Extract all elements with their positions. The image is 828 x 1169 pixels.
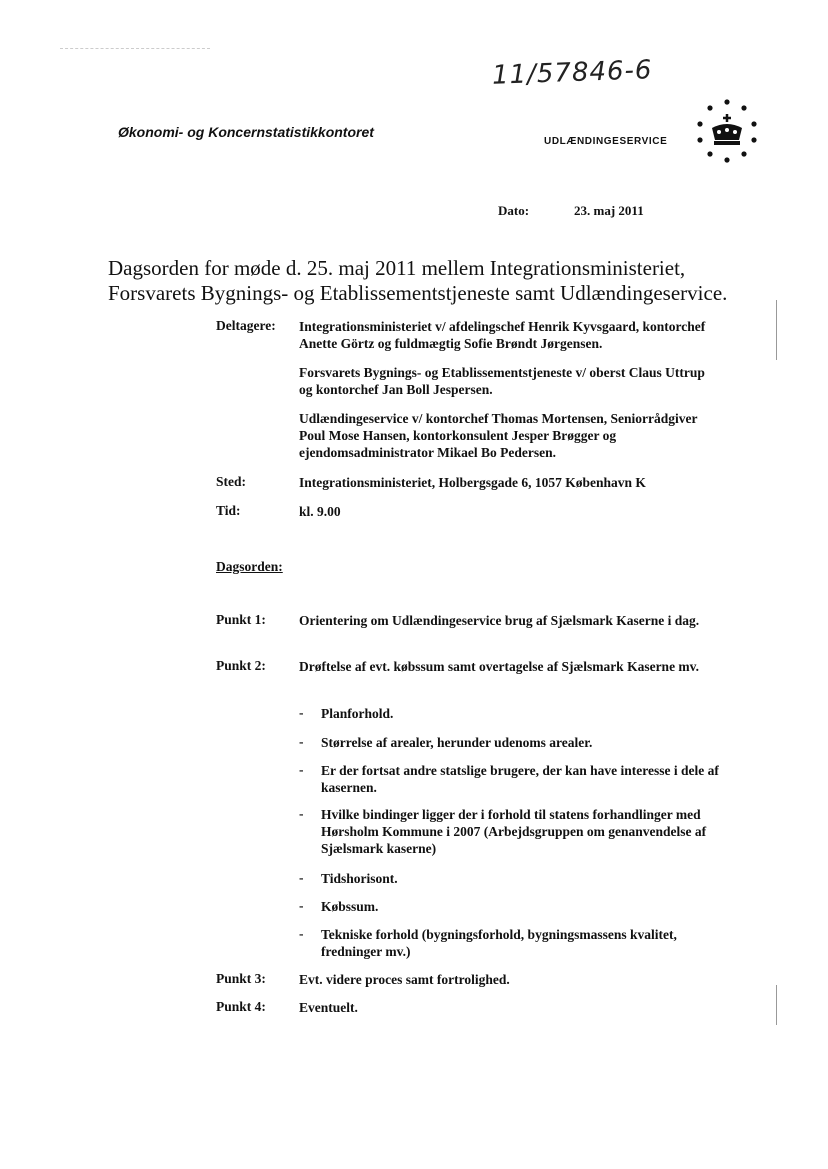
agenda-sub-item: Størrelse af arealer, herunder udenoms arealer. <box>321 735 593 750</box>
agency-name: UDLÆNDINGESERVICE <box>544 136 668 147</box>
scan-artifact <box>60 48 210 49</box>
agenda-sub-item: Købssum. <box>321 899 379 914</box>
department-name: Økonomi- og Koncernstatistikkontoret <box>118 124 374 140</box>
participants-label: Deltagere: <box>216 318 276 333</box>
agenda-item-text: Evt. videre proces samt fortrolighed. <box>299 972 510 987</box>
bullet-dash: - <box>299 898 304 913</box>
agenda-item-label: Punkt 2: <box>216 658 266 673</box>
bullet-dash: - <box>299 705 304 720</box>
bullet-dash: - <box>299 806 304 821</box>
agenda-item-label: Punkt 1: <box>216 612 266 627</box>
agenda-sub-item: Er der fortsat andre statslige brugere, der kan have interesse i dele af kasernen. <box>321 763 719 795</box>
crown-logo-icon <box>692 96 762 166</box>
participant-entry: Forsvarets Bygnings- og Etablissementstjeneste v/ oberst Claus Uttrup og kontorchef Jan Boll Jespersen. <box>299 365 705 397</box>
document-title: Dagsorden for møde d. 25. maj 2011 mellem Integrationsministeriet, Forsvarets Bygnings- og Etablissementstjeneste samt Udlændingeservice. <box>108 256 728 305</box>
place-value: Integrationsministeriet, Holbergsgade 6, 1057 København K <box>299 475 646 490</box>
agenda-sub-item: Tekniske forhold (bygningsforhold, bygningsmassens kvalitet, fredninger mv.) <box>321 927 677 959</box>
agenda-sub-item: Tidshorisont. <box>321 871 398 886</box>
time-label: Tid: <box>216 503 241 518</box>
date-value: 23. maj 2011 <box>574 203 644 218</box>
agenda-item-text: Orientering om Udlændingeservice brug af Sjælsmark Kaserne i dag. <box>299 613 700 628</box>
participant-entry: Udlændingeservice v/ kontorchef Thomas Mortensen, Seniorrådgiver Poul Mose Hansen, kontorkonsulent Jesper Brøgger og ejendomsadministrator Mikael Bo Pedersen. <box>299 411 698 460</box>
agenda-sub-item: Hvilke bindinger ligger der i forhold til statens forhandlinger med Hørsholm Kommune i 2007 (Arbejdsgruppen om genanvendelse af Sjælsmark kaserne) <box>321 807 707 856</box>
agenda-item-label: Punkt 3: <box>216 971 266 986</box>
bullet-dash: - <box>299 926 304 941</box>
agenda-item-text: Eventuelt. <box>299 1000 358 1015</box>
scan-edge-line <box>776 985 777 1025</box>
participant-entry: Integrationsministeriet v/ afdelingschef Henrik Kyvsgaard, kontorchef Anette Görtz og fuldmægtig Sofie Brøndt Jørgensen. <box>299 319 706 351</box>
agenda-sub-item: Planforhold. <box>321 706 394 721</box>
bullet-dash: - <box>299 762 304 777</box>
handwritten-reference: 11/57846-6 <box>491 55 653 91</box>
date-label: Dato: <box>498 203 530 218</box>
scan-edge-line <box>776 300 777 360</box>
bullet-dash: - <box>299 734 304 749</box>
bullet-dash: - <box>299 870 304 885</box>
agenda-item-label: Punkt 4: <box>216 999 266 1014</box>
agenda-heading: Dagsorden: <box>216 559 283 574</box>
time-value: kl. 9.00 <box>299 504 341 519</box>
agenda-item-text: Drøftelse af evt. købssum samt overtagelse af Sjælsmark Kaserne mv. <box>299 659 700 674</box>
place-label: Sted: <box>216 474 246 489</box>
